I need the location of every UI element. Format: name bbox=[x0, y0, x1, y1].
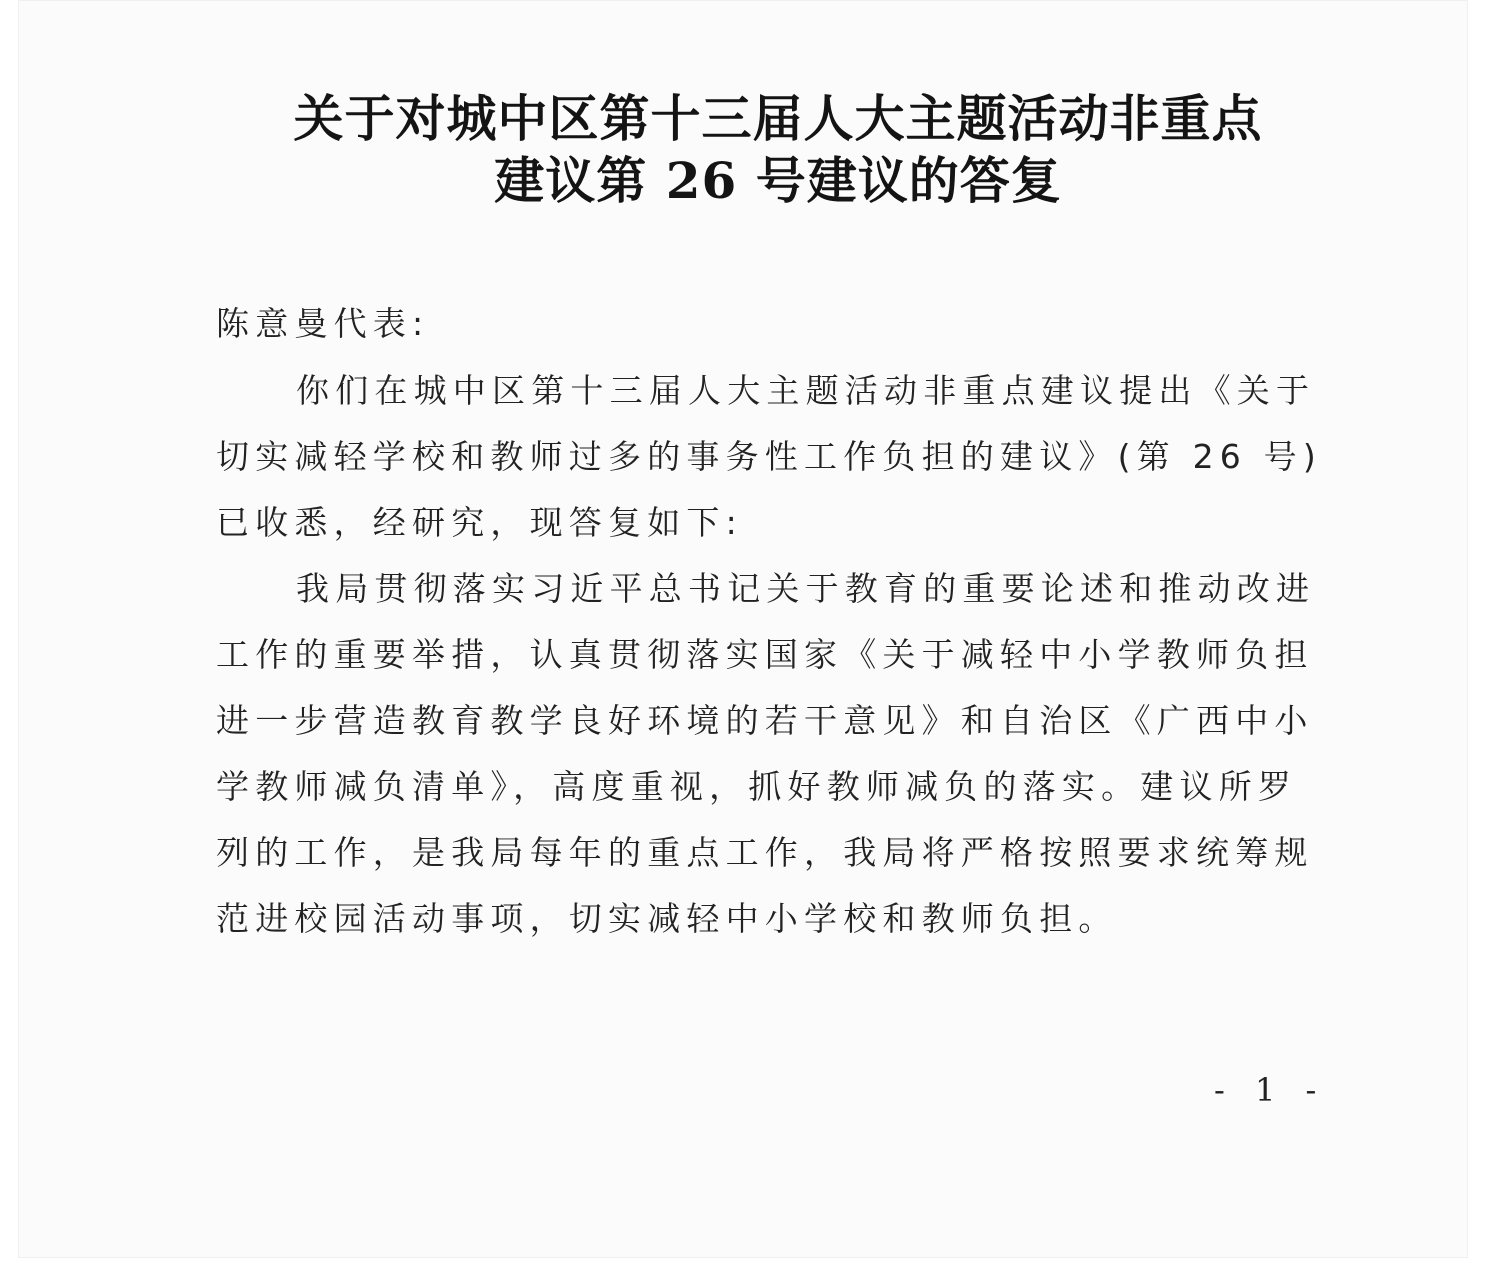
paragraph-acknowledgement: 你们在城中区第十三届人大主题活动非重点建议提出《关于切实减轻学校和教师过多的事务性工作负担的建议》(第 26 号)已收悉，经研究，现答复如下: bbox=[216, 371, 1322, 542]
page-number: - 1 - bbox=[1214, 1071, 1327, 1109]
document-title-line-1: 关于对城中区第十三届人大主题活动非重点 bbox=[293, 89, 1263, 148]
document-title-line-2: 建议第 26 号建议的答复 bbox=[494, 151, 1062, 210]
document-page bbox=[18, 0, 1468, 1258]
paragraph-response: 我局贯彻落实习近平总书记关于教育的重要论述和推动改进工作的重要举措，认真贯彻落实国家《关于减轻中小学教师负担进一步营造教育教学良好环境的若干意见》和自治区《广西中小学教师减负清单》，高度重视，抓好教师减负的落实。建议所罗列的工作，是我局每年的重点工作，我局将严格按照要求统筹规范进校园活动事项，切实减轻中小学校和教师负担。 bbox=[216, 569, 1316, 938]
salutation: 陈意曼代表: bbox=[216, 304, 430, 343]
